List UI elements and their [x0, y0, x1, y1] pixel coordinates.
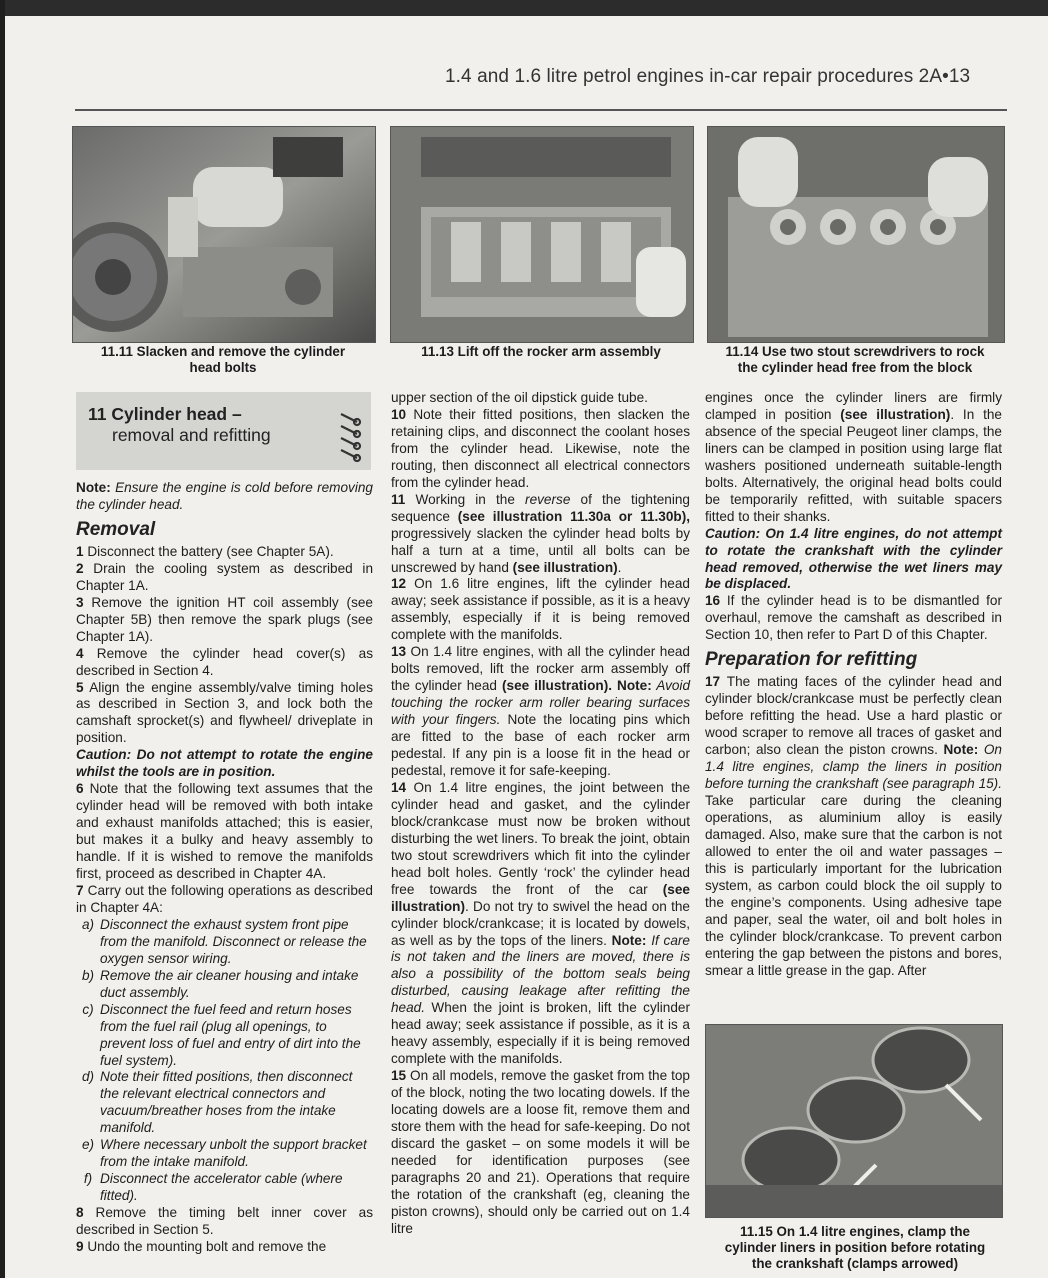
para-15: 15 On all models, remove the gasket from the top of the block, noting the two locating dowels. If the locating dowels are a loose fit, remove them and store them with the head for safe-keeping. Do not discard the gasket – on some models it will be needed for identification purposes (see paragraphs 20 and 21). Operations that require the rotation of the crankshaft (eg, cleaning the piston crowns), should only be carried out on 1.4 litre — [391, 1068, 690, 1236]
caption-11-13 — [391, 344, 691, 360]
list-item: c) Disconnect the fuel feed and return hoses from the fuel rail (plug all openings, to prevent loss of fuel and entry of dirt into the fuel system). — [82, 1001, 361, 1068]
photo-11-11 — [72, 126, 376, 343]
manual-page — [5, 16, 1048, 1278]
para-9-cont: upper section of the oil dipstick guide tube. — [391, 390, 648, 405]
caption-line: 11.14 Use two stout screwdrivers to rock — [725, 344, 985, 359]
caption-11-11 — [73, 344, 373, 376]
para-15-cont: engines once the cylinder liners are firmly clamped in position (see illustration). In the absence of the special Peugeot liner clamps, the liners can be clamped in position using large flat washers positioned underneath suitable-length bolts. Alternatively, the original head bolts could be temporarily refitted, with suitable spacers fitted to their shanks. — [705, 390, 1002, 524]
photo-11-14 — [707, 126, 1005, 343]
caption-line: cylinder liners in position before rotating — [724, 1240, 986, 1255]
viewer-top-bar — [0, 0, 1048, 16]
note-text: Ensure the engine is cold before removing the cylinder head. — [76, 480, 373, 512]
para-11: 11 Working in the reverse of the tightening sequence (see illustration 11.30a or 11.30b), progressively slacken the cylinder head bolts by half a turn at a time, until all bolts can be unscrewed by hand (see illustration). — [391, 491, 691, 575]
section-header-box — [76, 392, 371, 470]
heading-removal: Removal — [76, 518, 156, 540]
section-title-line1: Cylinder head – — [111, 404, 242, 424]
section-title — [88, 404, 271, 446]
para-3: 3 Remove the ignition HT coil assembly (see Chapter 5B) then remove the spark plugs (see Chapter 1A). — [76, 594, 373, 644]
note-paragraph — [76, 480, 373, 514]
caption-line: head bolts — [189, 360, 257, 375]
caption-line: 11.13 Lift off the rocker arm assembly — [421, 344, 661, 359]
para-12: 12 On 1.6 litre engines, lift the cylinder head away; seek assistance if possible, as it is a heavy assembly, especially if it is being removed complete with the manifolds. — [391, 576, 690, 643]
para-9: 9 Undo the mounting bolt and remove the — [76, 1238, 327, 1254]
para-1: 1 Disconnect the battery (see Chapter 5A). — [76, 543, 334, 559]
caption-line: 11.15 On 1.4 litre engines, clamp the — [740, 1224, 970, 1239]
list-item: b) Remove the air cleaner housing and intake duct assembly. — [81, 967, 359, 1000]
spanner-difficulty-icon — [337, 406, 363, 462]
section-number: 11 — [88, 404, 107, 424]
running-head: 1.4 and 1.6 litre petrol engines in-car repair procedures 2A•13 — [445, 66, 971, 87]
caption-line: the crankshaft (clamps arrowed) — [751, 1256, 959, 1271]
caption-line: the cylinder head free from the block — [737, 360, 973, 375]
heading-preparation: Preparation for refitting — [705, 649, 918, 671]
header-rule — [75, 109, 1007, 111]
caption-11-14 — [705, 344, 1005, 376]
para-10: 10 Note their fitted positions, then slacken the retaining clips, and disconnect the coolant hoses from the cylinder head. Likewise, note the routing, then disconnect all electrical connectors from the cylinder head. — [391, 406, 690, 490]
text-column-1 — [76, 480, 373, 1256]
caution-1: Caution: Do not attempt to rotate the engine whilst the tools are in position. — [76, 747, 373, 780]
caption-11-15 — [705, 1224, 1005, 1272]
para-16: 16 If the cylinder head is to be dismantled for overhaul, remove the camshaft as described in Section 10, then refer to Part D of this Chapter. — [705, 593, 1002, 643]
photo-11-13 — [390, 126, 694, 343]
para-13: 13 On 1.4 litre engines, with all the cylinder head bolts removed, lift the rocker arm assembly off the cylinder head (see illustration). Note: Avoid touching the rocker arm roller bearing surfaces with your fingers. Note the locating pins which are fitted to the base of each rocker arm pedestal. If any pin is a loose fit in the head or pedestal, remove it for safe-keeping. — [391, 644, 691, 778]
text-column-2 — [391, 390, 690, 1238]
para-4: 4 Remove the cylinder head cover(s) as described in Section 4. — [76, 645, 373, 678]
para-14: 14 On 1.4 litre engines, the joint between the cylinder head and gasket, and the cylinder block/crankcase must now be broken without disturbing the wet liners. To break the joint, obtain two stout screwdrivers which fit into the cylinder head bolt holes. Gently ‘rock’ the cylinder head free towards the front of the car (see illustration). Do not try to swivel the head on the cylinder block/crankcase; it is located by dowels, as well as by the tops of the liners. Note: If care is not taken and the liners are moved, there is also a possibility of the bottom seals being disturbed, causing leakage after refitting the head. When the joint is broken, lift the cylinder head away; seek assistance if possible, as it is a heavy assembly, especially if it is being removed complete with the manifolds. — [391, 779, 690, 1067]
photo-11-15 — [705, 1024, 1003, 1218]
section-title-line2: removal and refitting — [112, 425, 271, 445]
list-item: a) Disconnect the exhaust system front pipe from the manifold. Disconnect or release the oxygen sensor wiring. — [81, 916, 367, 966]
para-17: 17 The mating faces of the cylinder head and cylinder block/crankcase must be perfectly clean before refitting the head. Use a hard plastic or wood scraper to remove all traces of gasket and carbon; also clean the piston crowns. Note: On 1.4 litre engines, clamp the liners in position before turning the crankshaft (see paragraph 15). Take particular care during the cleaning operations, as aluminium alloy is easily damaged. Also, make sure that the carbon is not allowed to enter the oil and water passages – this is particularly important for the lubrication system, as carbon could block the oil supply to the engine’s components. Using adhesive tape and paper, seal the water, oil and bolt holes in the cylinder block/crankcase. To prevent carbon entering the gap between the pistons and bores, smear a little grease in the gap. After — [705, 674, 1002, 978]
list-item: d) Note their fitted positions, then disconnect the relevant electrical connectors and vacuum/breather hoses from the intake manifold. — [81, 1069, 353, 1136]
list-item: f) Disconnect the accelerator cable (where fitted). — [83, 1171, 343, 1204]
para-8: 8 Remove the timing belt inner cover as described in Section 5. — [76, 1205, 373, 1238]
operations-list — [76, 917, 373, 1205]
para-6: 6 Note that the following text assumes that the cylinder head will be removed with both intake and exhaust manifolds attached; this is easier, but makes it a bulky and heavy assembly to handle. If it is wished to remove the manifolds first, proceed as described in Chapter 4A. — [76, 781, 373, 882]
para-7: 7 Carry out the following operations as described in Chapter 4A: — [76, 882, 373, 915]
caption-line: 11.11 Slacken and remove the cylinder — [100, 344, 346, 359]
note-label: Note: — [76, 480, 111, 495]
para-5: 5 Align the engine assembly/valve timing holes as described in Section 3, and lock both the camshaft sprocket(s) and flywheel/ driveplate in position. — [76, 679, 373, 746]
text-column-3 — [705, 390, 1002, 979]
list-item: e) Where necessary unbolt the support bracket from the intake manifold. — [81, 1137, 367, 1170]
para-2: 2 Drain the cooling system as described in Chapter 1A. — [76, 560, 373, 593]
caution-2: Caution: On 1.4 litre engines, do not attempt to rotate the crankshaft with the cylinder head removed, otherwise the wet liners may be displaced. — [705, 525, 1002, 592]
